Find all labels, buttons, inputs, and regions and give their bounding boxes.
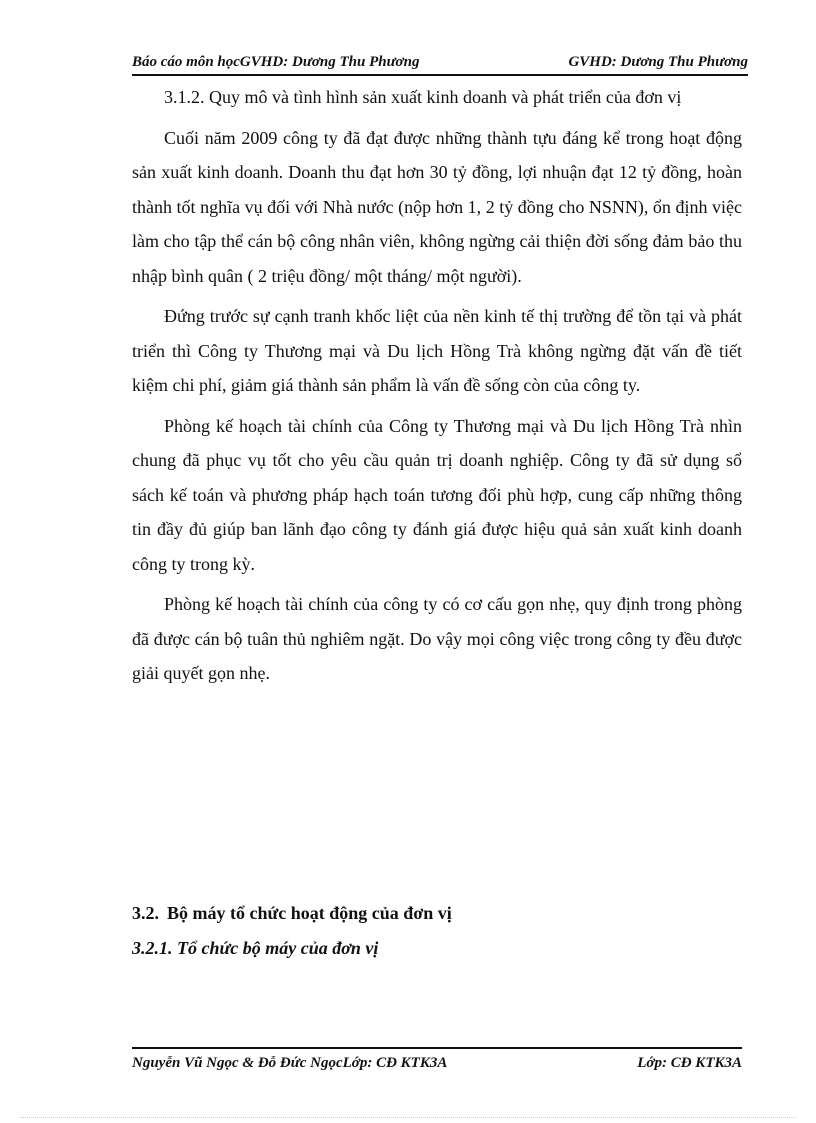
- header-right-text: GVHD: Dương Thu Phương: [568, 54, 748, 70]
- page-header: [132, 52, 748, 76]
- footer-left-text: Nguyễn Vũ Ngọc & Đỗ Đức NgọcLớp: CĐ KTK3A: [132, 1055, 448, 1071]
- paragraph-results-2009: Cuối năm 2009 công ty đã đạt được những thành tựu đáng kể trong hoạt động sản xuất kinh doanh. Doanh thu đạt hơn 30 tỷ đồng, lợi nhuận đạt 12 tỷ đồng, hoàn thành tốt nghĩa vụ đối với Nhà nước (nộp hơn 1, 2 tỷ đồng cho NSNN), ổn định việc làm cho tập thể cán bộ công nhân viên, không ngừng cải thiện đời sống đảm bảo thu nhập bình quân ( 2 triệu đồng/ một tháng/ một người).: [132, 127, 742, 286]
- paragraph-department-structure: Phòng kế hoạch tài chính của công ty có cơ cấu gọn nhẹ, quy định trong phòng đã được cán bộ tuân thủ nghiêm ngặt. Do vậy mọi công việc trong công ty đều được giải quyết gọn nhẹ.: [132, 594, 742, 683]
- page-edge-divider: [20, 1117, 796, 1118]
- paragraph-competition: Đứng trước sự cạnh tranh khốc liệt của nền kinh tế thị trường để tồn tại và phát triển thì Công ty Thương mại và Du lịch Hồng Trà không ngừng đặt vấn đề tiết kiệm chi phí, giảm giá thành sản phẩm là vấn đề sống còn của công ty.: [132, 306, 742, 395]
- header-left-text: Báo cáo môn họcGVHD: Dương Thu Phương: [132, 54, 420, 70]
- subsection-heading-3-1-2: 3.1.2. Quy mô và tình hình sản xuất kinh doanh và phát triển của đơn vị: [164, 87, 682, 107]
- paragraph-finance-department: Phòng kế hoạch tài chính của Công ty Thương mại và Du lịch Hồng Trà nhìn chung đã phục vụ tốt cho yêu cầu quản trị doanh nghiệp. Công ty đã sử dụng sổ sách kế toán và phương pháp hạch toán tương đối phù hợp, cung cấp những thông tin đầy đủ giúp ban lãnh đạo công ty đánh giá được hiệu quả sản xuất kinh doanh công ty trong kỳ.: [132, 415, 742, 574]
- page-footer: [132, 1047, 742, 1075]
- section-heading-3-2: [132, 903, 452, 924]
- section-title: Bộ máy tổ chức hoạt động của đơn vị: [167, 903, 452, 923]
- footer-right-text: Lớp: CĐ KTK3A: [637, 1055, 742, 1071]
- section-number: 3.2.: [132, 903, 159, 923]
- subsection-heading-3-2-1: 3.2.1. Tổ chức bộ máy của đơn vị: [132, 938, 379, 958]
- document-body: [132, 80, 742, 697]
